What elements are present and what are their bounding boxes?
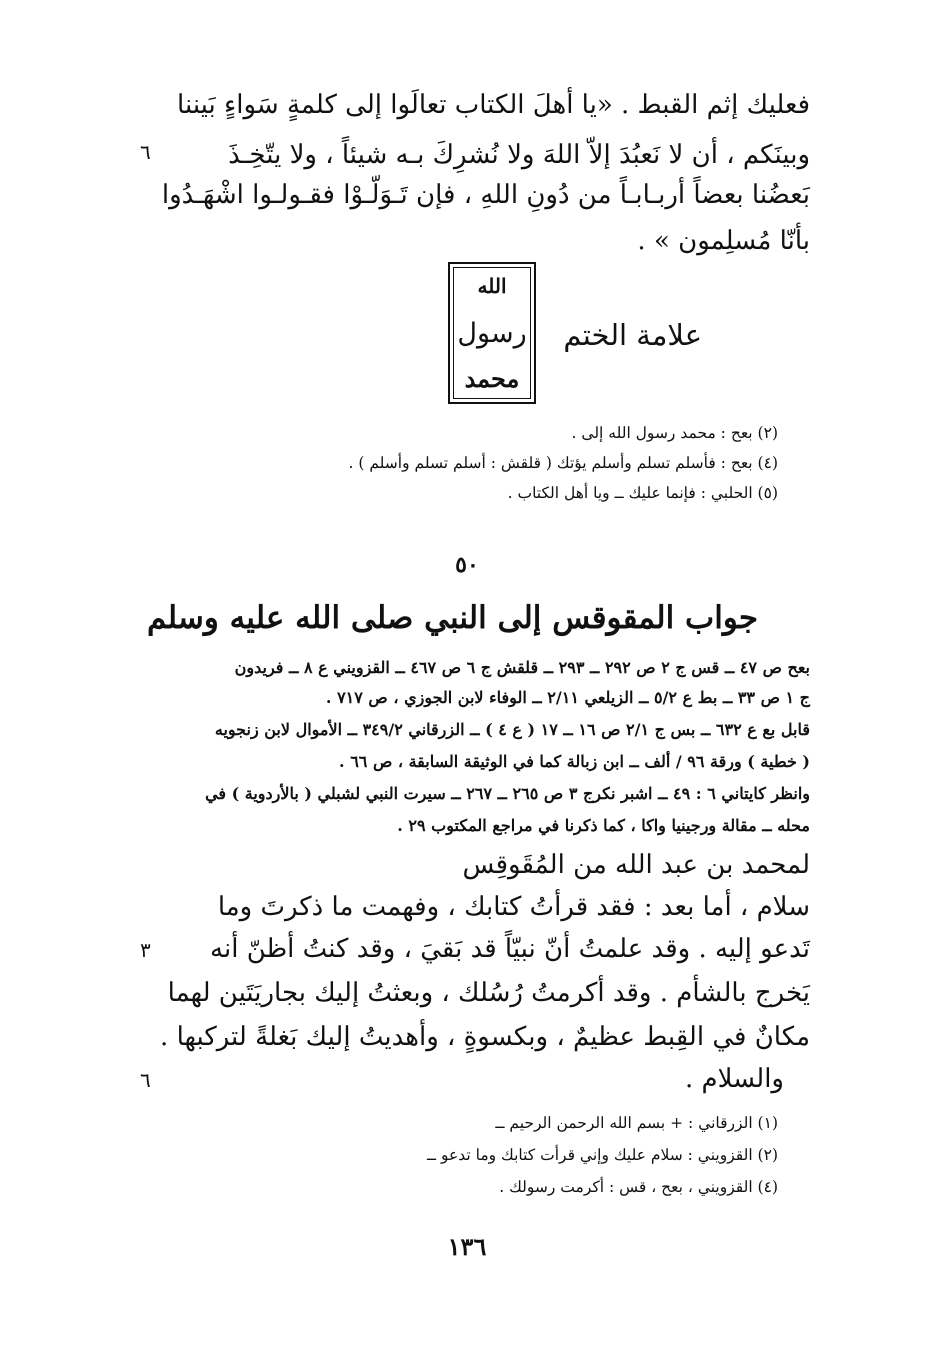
source-line: وانظر كايتاني ٦ : ٤٩ ــ اشبر نكرج ٣ ص ٢٦٥ ــ ٢٦٧ ــ سيرت النبي لشبلي ( بالأردوية ) في	[205, 784, 810, 803]
footnote: (٤) القزويني ، بعح ، قس : أكرمت رسولك .	[499, 1178, 778, 1196]
source-line: قابل بع ع ٦٣٢ ــ بس ج ٢/١ ص ١٦ ــ ١٧ ( ع ٤ ) ــ الزرقاني ٣٤٩/٢ ــ الأموال لابن زنجويه	[214, 720, 810, 739]
footnote: (٢) بعح : محمد رسول الله إلى .	[571, 424, 778, 442]
seal-line-muhammad: محمد	[464, 364, 520, 393]
seal-label: علامة الختم	[563, 318, 702, 352]
text-line: بَعضُنا بعضاً أربـابـاً من دُونِ اللهِ ، فإن تَـوَلّـوْا فقـولـوا اشْهَـدُوا	[161, 180, 810, 210]
text-line: تَدعو إليه . وقد علمتُ أنّ نبيّاً قد بَقيَ ، وقد كنتُ أظنّ أنه	[210, 934, 810, 964]
text-line: يَخرج بالشأم . وقد أكرمتُ رُسُلك ، وبعثتُ إليك بجاريَتَين لهما	[167, 978, 810, 1008]
source-line: ( خطية ) ورقة ٩٦ / ألف ــ ابن زبالة كما في الوثيقة السابقة ، ص ٦٦ .	[339, 752, 810, 771]
page-number: ١٣٦	[447, 1232, 487, 1261]
footnote: (٢) القزويني : سلام عليك وإني قرأت كتابك وما تدعو ــ	[426, 1146, 778, 1164]
text-line: بأنّا مُسلِمون » .	[637, 226, 810, 256]
text-line: والسلام .	[684, 1064, 784, 1094]
letter-address: لمحمد بن عبد الله من المُقَوقِس	[462, 850, 810, 880]
seal-box	[448, 262, 536, 404]
text-line: فعليك إثم القبط . «يا أهلَ الكتاب تعالَوا إلى كلمةٍ سَواءٍ بَيننا	[177, 90, 810, 120]
seal-line-allah: الله	[477, 274, 507, 298]
text-line: سلام ، أما بعد : فقد قرأتُ كتابك ، وفهمت ما ذكرتَ وما	[217, 892, 810, 922]
footnote: (٤) بعح : فأسلم تسلم وأسلم يؤتك ( قلقش : أسلم تسلم وأسلم ) .	[348, 454, 778, 472]
source-line: ج ١ ص ٣٣ ــ بط ع ٥/٢ ــ الزيلعي ٢/١١ ــ الوفاء لابن الجوزي ، ص ٧١٧ .	[325, 688, 810, 707]
margin-line-number: ٦	[140, 1068, 151, 1092]
seal-line-rasul: رسول	[457, 318, 527, 349]
document-number: ٥٠	[455, 552, 479, 578]
source-line: محله ــ مقالة ورجينيا واكا ، كما ذكرنا في مراجع المكتوب ٢٩ .	[397, 816, 810, 835]
text-line: مكانٌ في القِبط عظيمٌ ، وبكسوةٍ ، وأهديتُ إليك بَغلةً لتركبها .	[160, 1022, 810, 1052]
footnote: (٥) الحلبي : فإنما عليك ــ ويا أهل الكتاب .	[507, 484, 778, 502]
text-line: وبينَكم ، أن لا نَعبُدَ إلاّ اللهَ ولا نُشرِكَ بـه شيئاً ، ولا يتّخِـذَ	[228, 140, 810, 170]
margin-line-number: ٦	[140, 140, 151, 164]
margin-line-number: ٣	[140, 938, 151, 962]
section-heading: جواب المقوقس إلى النبي صلى الله عليه وسلم	[147, 600, 758, 636]
footnote: (١) الزرقاني : + بسم الله الرحمن الرحيم ــ	[495, 1114, 778, 1132]
source-line: بعح ص ٤٧ ــ قس ج ٢ ص ٢٩٢ ــ ٢٩٣ ــ قلقش ج ٦ ص ٤٦٧ ــ القزويني ع ٨ ــ فريدون	[234, 658, 810, 677]
